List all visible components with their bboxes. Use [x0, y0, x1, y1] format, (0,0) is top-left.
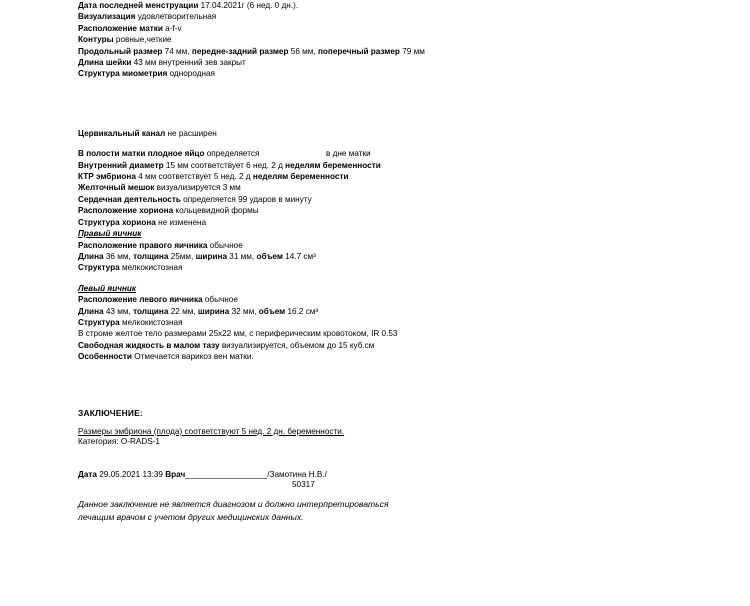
signature-row: [78, 469, 638, 480]
field-value: Отмечается варикоз вен матки.: [134, 352, 254, 362]
section-right-ovary: [78, 228, 638, 274]
conclusion-category: [78, 436, 638, 447]
section-signature: [78, 469, 638, 489]
section-pregnancy: [78, 128, 638, 228]
field-label: Длина шейки: [78, 58, 132, 68]
field-label-2: передне-задний размер: [191, 46, 289, 56]
field-left-ovary-position: [78, 294, 638, 305]
line-gap: [78, 139, 638, 148]
field-label: Визуализация: [78, 12, 136, 22]
field-cervix-length: [78, 57, 638, 68]
disclaimer-footnote: Данное заключение не является диагнозом и должно интерпретироваться лечащим врачом с учетом других медицинских данных.: [78, 499, 389, 522]
doctor-label: Врач: [165, 469, 186, 479]
conclusion-title: ЗАКЛЮЧЕНИЕ:: [78, 407, 143, 418]
field-cardiac-activity: [78, 194, 638, 205]
field-value: визуализируется 3 мм: [156, 183, 241, 193]
field-value: 43 мм,: [105, 306, 131, 316]
field-visualization: [78, 11, 638, 22]
field-corpus-luteum: В строме желтое тело размерами 25х22 мм, с периферическим кровотоком, IR 0.53: [78, 329, 398, 339]
field-last-menstruation: [78, 0, 638, 11]
field-label: Длина: [78, 251, 104, 261]
field-label: Особенности: [78, 352, 132, 362]
field-value-2: 22 мм,: [170, 306, 196, 316]
field-value-2: в дне матки: [325, 149, 371, 159]
field-value: однородная: [169, 69, 215, 79]
field-label: Длина: [78, 306, 104, 316]
field-label: Расположение хориона: [78, 206, 174, 216]
field-yolk-sac: [78, 182, 638, 193]
section-gap: [78, 489, 638, 498]
heading-right-ovary: Правый яичник: [78, 229, 142, 239]
field-right-ovary-position: [78, 240, 638, 251]
field-label: Продольный размер: [78, 46, 163, 56]
field-label: Желточный мешок: [78, 183, 155, 193]
field-cervical-canal: [78, 128, 638, 139]
field-label-2: неделям беременности: [252, 172, 349, 182]
field-value: 43 мм внутренний зев закрыт: [133, 58, 246, 68]
field-label: В полости матки плодное яйцо: [78, 149, 205, 159]
heading-left-ovary: Левый яичник: [78, 283, 137, 293]
field-myometrium-structure: [78, 68, 638, 79]
field-value: мелкокистозная: [121, 263, 183, 273]
field-label-2: неделям беременности: [285, 160, 381, 170]
field-uterus-position: [78, 23, 638, 34]
field-label: Расположение левого яичника: [78, 295, 203, 305]
field-value: визуализируется, объемом до 15 куб.см: [221, 340, 375, 350]
field-value: 4 мм соответствует 5 нед. 2 д: [138, 172, 251, 182]
conclusion-text: Размеры эмбриона (плода) соответствуют 5 нед. 2 дн. беременности.: [78, 426, 345, 436]
signature-number: 50317: [292, 480, 315, 490]
signature-line: __________________: [185, 469, 268, 479]
field-left-ovary-structure: [78, 317, 638, 328]
section-gap: [78, 399, 638, 408]
field-label-4: объем: [256, 251, 283, 261]
section-left-ovary: [78, 283, 638, 340]
field-value: 74 мм,: [164, 46, 190, 56]
field-label-3: ширина: [195, 251, 228, 261]
section-gap: [78, 363, 638, 399]
field-value: определяется: [206, 149, 260, 159]
field-value: ровные,четкие: [115, 35, 172, 45]
field-label-3: ширина: [197, 306, 230, 316]
field-value: 36 мм,: [105, 251, 131, 261]
field-value: мелкокистозная: [121, 317, 183, 327]
field-label: КТР эмбриона: [78, 172, 136, 182]
line-gap: [78, 418, 638, 427]
field-label-2: толщина: [133, 306, 169, 316]
field-label: Контуры: [78, 35, 114, 45]
field-label: Цервикальный канал: [78, 128, 166, 138]
field-value: определяется 99 ударов в минуту: [183, 194, 312, 204]
category-label: Категория:: [78, 436, 119, 446]
section-gap: [78, 274, 638, 283]
field-value: обычное: [204, 295, 238, 305]
field-value: удовлетворительная: [137, 12, 217, 22]
field-label: Внутренний диаметр: [78, 160, 164, 170]
section-gap: [78, 447, 638, 469]
field-label: Свободная жидкость в малом тазу: [78, 340, 220, 350]
field-ktr-embryo: [78, 171, 638, 182]
field-free-fluid: [78, 340, 638, 351]
field-label: Дата последней менструации: [78, 1, 199, 10]
field-label: Структура: [78, 317, 120, 327]
report-body: [78, 0, 638, 524]
section-conclusion: [78, 408, 638, 447]
field-right-ovary-dimensions: [78, 251, 638, 262]
field-label-2: толщина: [133, 251, 169, 261]
field-chorion-position: [78, 205, 638, 216]
field-label: Сердечная деятельность: [78, 194, 181, 204]
section-misc: [78, 340, 638, 363]
field-label: Расположение матки: [78, 23, 163, 33]
field-contours: [78, 34, 638, 45]
field-value: a-f-v: [165, 23, 182, 33]
field-value-3: 32 мм,: [231, 306, 257, 316]
field-value-4: 14.7 см³: [285, 251, 316, 261]
field-gestational-sac: [78, 148, 638, 159]
field-value-4: 16.2 см³: [287, 306, 319, 316]
field-features: [78, 351, 638, 362]
field-label: Структура: [78, 263, 120, 273]
field-value: не изменена: [158, 217, 207, 227]
date-label: Дата: [78, 469, 97, 479]
field-value: обычное: [209, 240, 243, 250]
field-right-ovary-structure: [78, 262, 638, 273]
field-label: Расположение правого яичника: [78, 240, 208, 250]
field-value-2: 25мм,: [170, 251, 194, 261]
field-chorion-structure: [78, 217, 638, 228]
field-value-3: 79 мм: [402, 46, 425, 56]
field-value-3: 31 мм,: [229, 251, 255, 261]
field-dimensions: [78, 46, 638, 57]
field-value: 15 мм соответствует 6 нед. 2 д: [165, 160, 283, 170]
category-value: O-RADS-1: [120, 436, 160, 446]
section-gap: [78, 80, 638, 128]
field-value: кольцевидной формы: [175, 206, 259, 216]
field-value-2: 56 мм,: [290, 46, 316, 56]
field-inner-diameter: [78, 160, 638, 171]
doctor-name: /Замотина Н.В./: [267, 469, 327, 479]
field-value: 17.04.2021г (6 нед. 0 дн.).: [200, 1, 299, 10]
field-value: не расширен: [167, 128, 217, 138]
field-label-4: объем: [258, 306, 286, 316]
field-left-ovary-dimensions: [78, 306, 638, 317]
date-value: 29.05.2021 13:39: [99, 469, 163, 479]
field-label: Структура хориона: [78, 217, 156, 227]
field-label-3: поперечный размер: [317, 46, 400, 56]
section-anamnesis: [78, 0, 638, 80]
field-label: Структура миометрия: [78, 69, 168, 79]
